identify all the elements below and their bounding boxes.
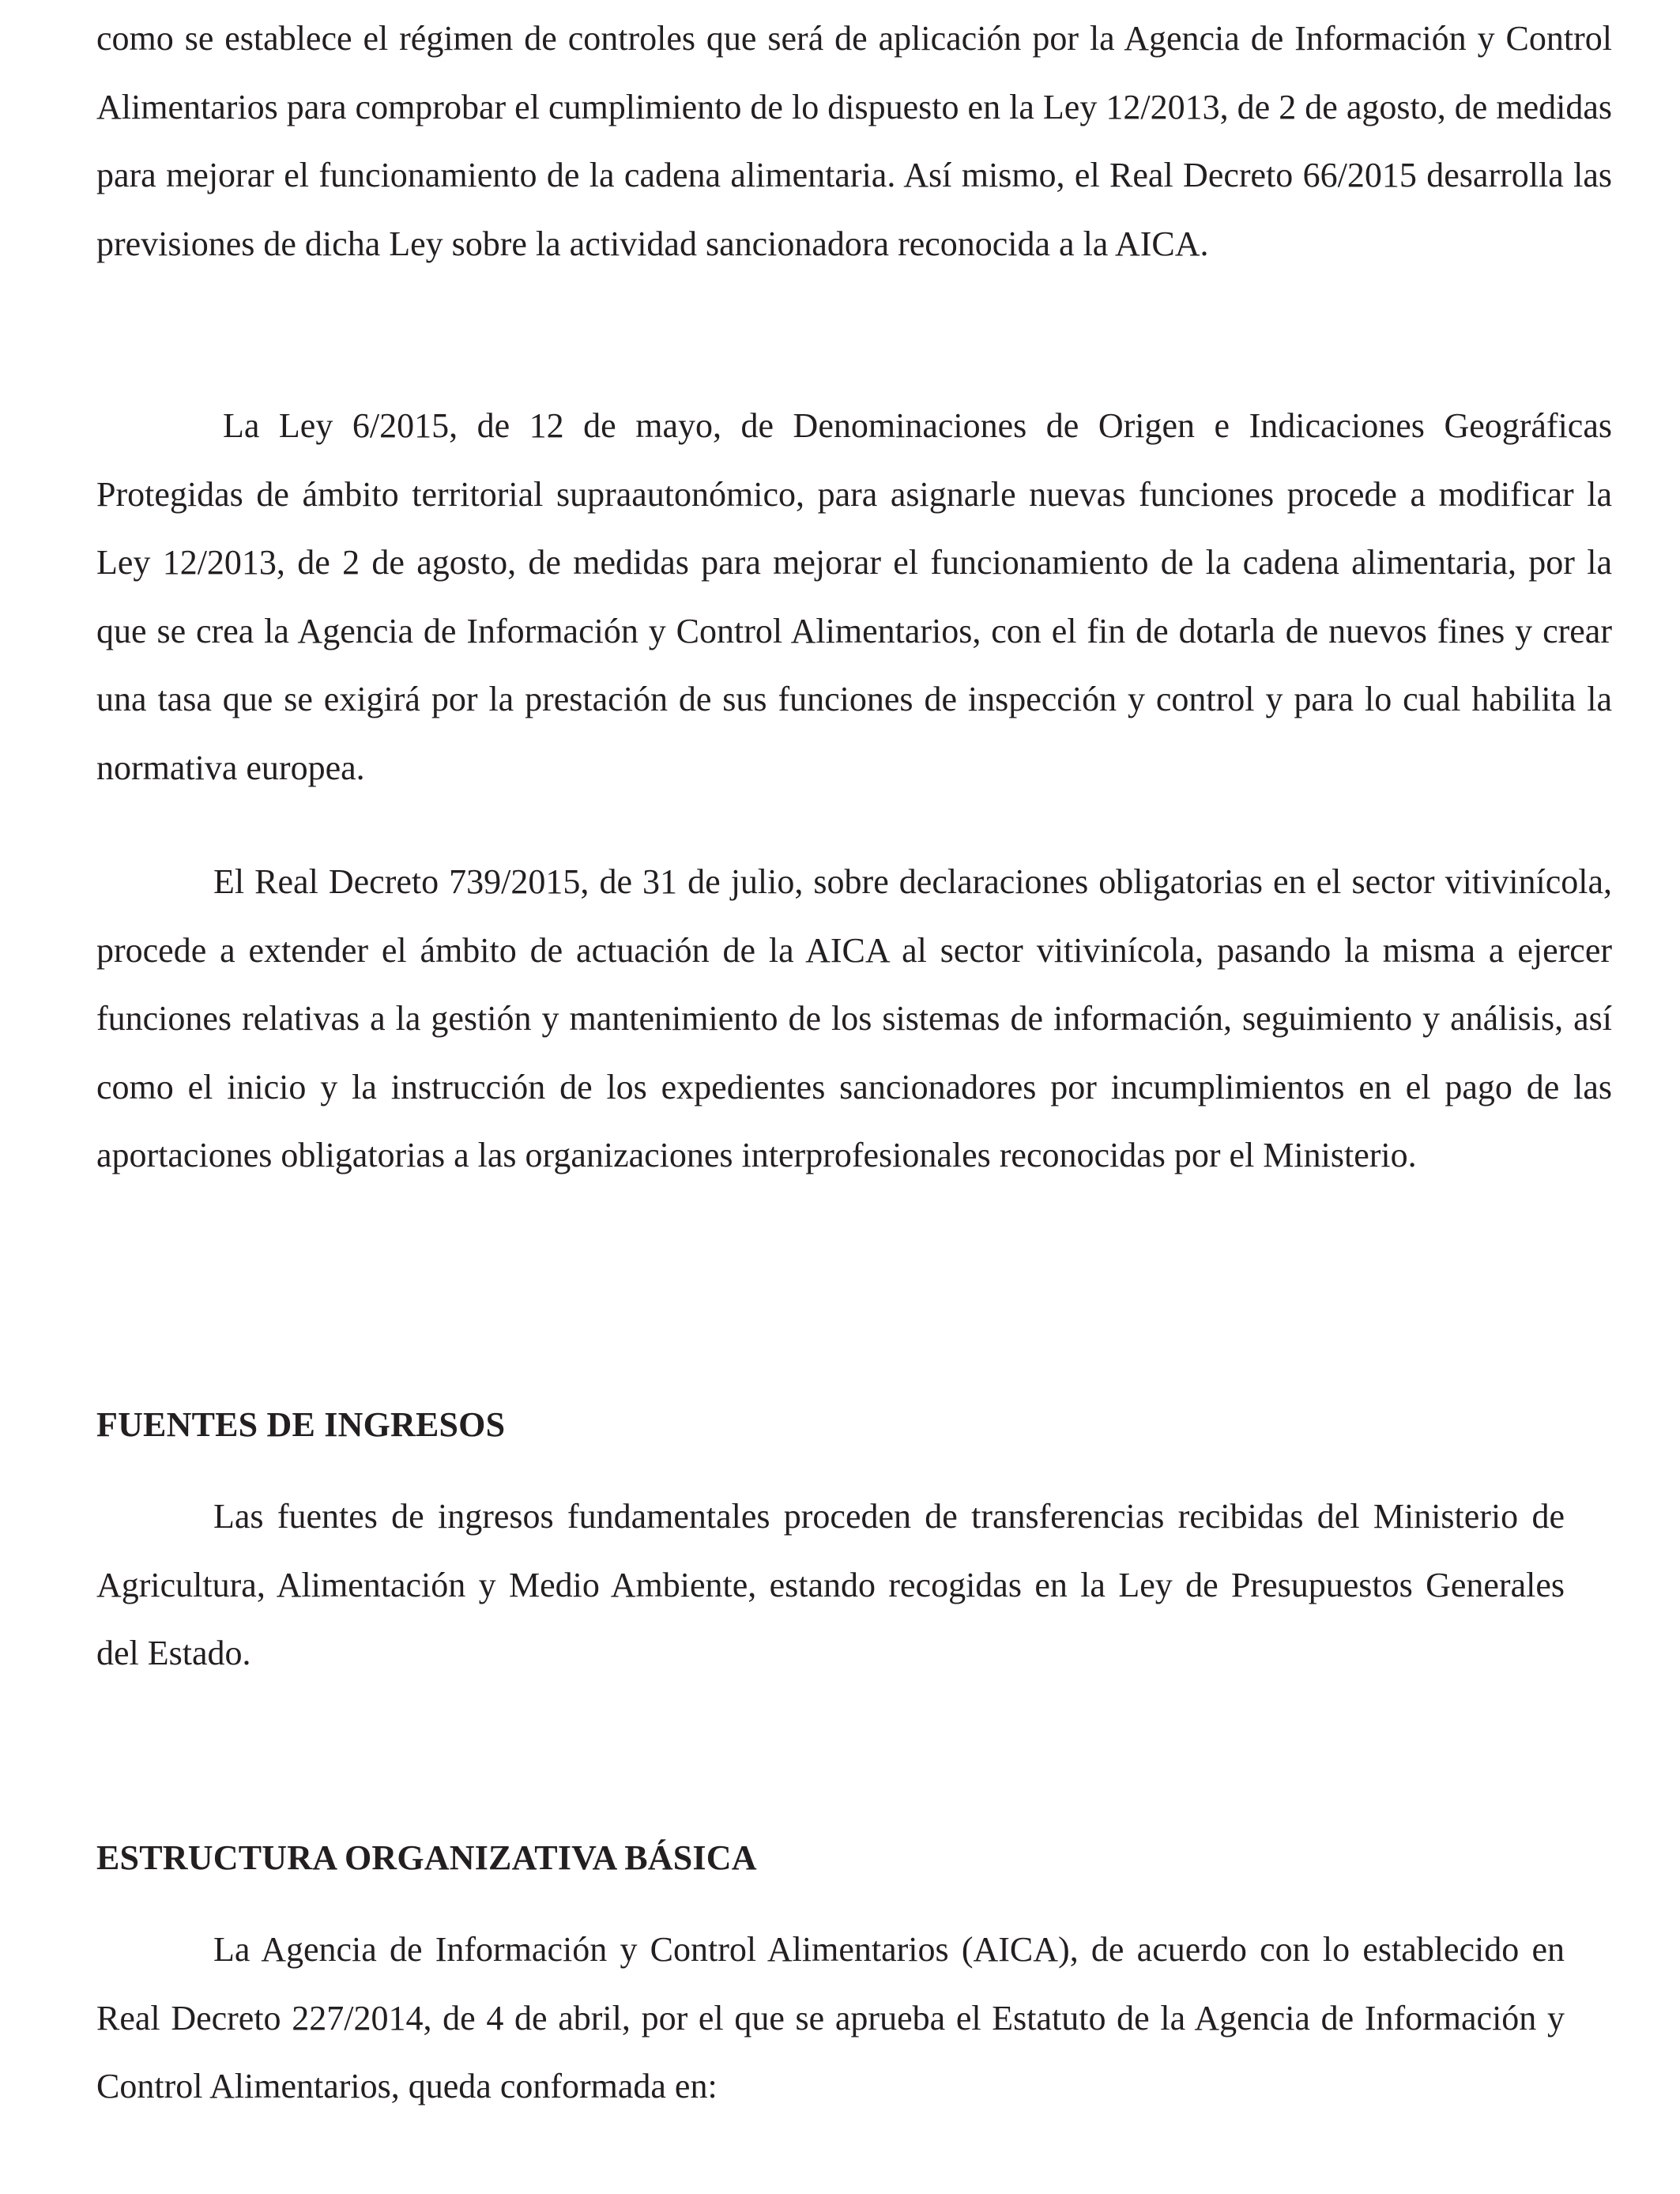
heading-fuentes-de-ingresos: FUENTES DE INGRESOS: [96, 1405, 506, 1444]
paragraph-estructura-organizativa: La Agencia de Información y Control Alimentarios (AICA), de acuerdo con lo establecido en Real Decreto 227/2014, de 4 de abril, por el que se aprueba el Estatuto de la Agencia de Información y Control Alimentarios, queda conformada en:: [96, 1930, 1565, 2106]
paragraph-ley-6-2015: La Ley 6/2015, de 12 de mayo, de Denominaciones de Origen e Indicaciones Geográficas Protegidas de ámbito territorial supraautonómico, para asignarle nuevas funciones procede a modificar la Ley 12/2013, de 2 de agosto, de medidas para mejorar el funcionamiento de la cadena alimentaria, por la que se crea la Agencia de Información y Control Alimentarios, con el fin de dotarla de nuevos fines y crear una tasa que se exigirá por la prestación de sus funciones de inspección y control y para lo cual habilita la normativa europea.: [96, 406, 1612, 787]
paragraph-controls-regime: como se establece el régimen de controles que será de aplicación por la Agencia de Información y Control Alimentarios para comprobar el cumplimiento de lo dispuesto en la Ley 12/2013, de 2 de agosto, de medidas para mejorar el funcionamiento de la cadena alimentaria. Así mismo, el Real Decreto 66/2015 desarrolla las previsiones de dicha Ley sobre la actividad sancionadora reconocida a la AICA.: [96, 19, 1612, 263]
paragraph-real-decreto-739-2015: El Real Decreto 739/2015, de 31 de julio, sobre declaraciones obligatorias en el sector vitivinícola, procede a extender el ámbito de actuación de la AICA al sector vitivinícola, pasando la misma a ejercer funciones relativas a la gestión y mantenimiento de los sistemas de información, seguimiento y análisis, así como el inicio y la instrucción de los expedientes sancionadores por incumplimientos en el pago de las aportaciones obligatorias a las organizaciones interprofesionales reconocidas por el Ministerio.: [96, 862, 1612, 1175]
heading-estructura-organizativa: ESTRUCTURA ORGANIZATIVA BÁSICA: [96, 1838, 757, 1877]
paragraph-fuentes-de-ingresos: Las fuentes de ingresos fundamentales proceden de transferencias recibidas del Ministerio de Agricultura, Alimentación y Medio Ambiente, estando recogidas en la Ley de Presupuestos Generales del Estado.: [96, 1497, 1565, 1673]
